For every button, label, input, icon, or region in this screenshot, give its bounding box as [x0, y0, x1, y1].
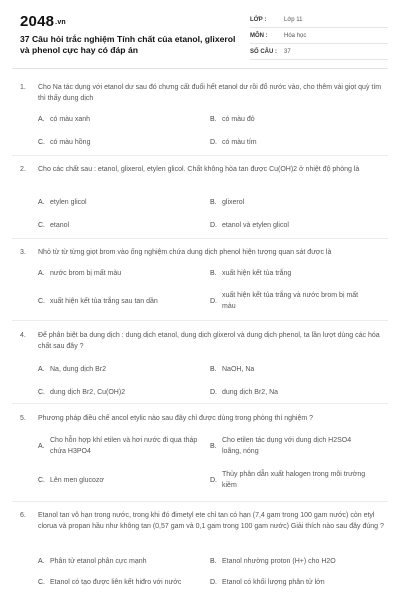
option-letter: D.	[210, 477, 217, 484]
option-letter: B.	[210, 443, 217, 450]
meta-row-grade	[250, 12, 388, 28]
option-letter: B.	[210, 366, 217, 373]
option-letter: B.	[210, 558, 217, 565]
option-letter: A.	[38, 199, 45, 206]
option-text: có màu xanh	[50, 116, 91, 123]
meta-key: MÔN :	[250, 32, 268, 39]
option-text: dung dịch Br2, Na	[222, 389, 279, 396]
option-text: xuất hiện kết tủa trắng	[222, 270, 292, 277]
meta-row-count	[250, 44, 388, 60]
option-text: Etanol nhường proton (H+) cho H2O	[222, 558, 336, 565]
question-number: 6.	[20, 512, 26, 519]
option-letter: A.	[38, 116, 45, 123]
question-number: 4.	[20, 332, 26, 339]
option-letter: C.	[38, 389, 45, 396]
site-logo[interactable]	[20, 13, 66, 30]
option-letter: A.	[38, 558, 45, 565]
question-number: 1.	[20, 84, 26, 91]
question-divider	[12, 320, 388, 321]
document-header	[0, 0, 400, 66]
question-number: 3.	[20, 249, 26, 256]
document-meta	[250, 12, 388, 60]
option-letter: D.	[210, 579, 217, 586]
question-6	[12, 510, 388, 598]
option-text: Cho etilen tác dụng với dung dịch H2SO4 loãng, nóng	[222, 437, 352, 455]
question-divider	[12, 155, 388, 156]
question-2	[12, 164, 388, 234]
meta-key: LỚP :	[250, 16, 267, 23]
option-text: có màu đỏ	[222, 116, 255, 123]
option-letter: C.	[38, 579, 45, 586]
option-letter: A.	[38, 366, 45, 373]
option-letter: C.	[38, 477, 45, 484]
question-5	[12, 413, 388, 498]
option-letter: A.	[38, 270, 45, 277]
question-3	[12, 247, 388, 317]
option-letter: D.	[210, 139, 217, 146]
option-letter: C.	[38, 139, 45, 146]
option-text: xuất hiện kết tủa trắng và nước brom bị mất màu	[222, 292, 359, 310]
question-body: Cho Na tác dụng với etanol dư sau đó chưng cất đuổi hết etanol dư rồi đổ nước vào, cho thêm vài giọt quỳ tím thì thấy dung dịch	[38, 84, 382, 102]
document-title: 37 Câu hỏi trắc nghiệm Tính chất của etanol, glixerol và phenol cực hay có đáp án	[20, 34, 236, 55]
option-letter: C.	[38, 298, 45, 305]
question-number: 5.	[20, 415, 26, 422]
option-text: Thủy phân dẫn xuất halogen trong môi trường kiềm	[222, 471, 366, 489]
option-text: etylen glicol	[50, 199, 87, 206]
option-letter: D.	[210, 222, 217, 229]
question-1	[12, 82, 388, 152]
option-letter: D.	[210, 389, 217, 396]
meta-key: SỐ CÂU :	[250, 48, 277, 55]
question-body: Nhỏ từ từ từng giọt brom vào ống nghiệm chứa dung dịch phenol hiện tượng quan sát được là	[38, 249, 332, 256]
meta-value: Hóa học	[284, 32, 307, 39]
question-divider	[12, 403, 388, 404]
question-number: 2.	[20, 166, 26, 173]
option-text: xuất hiện kết tủa trắng sau tan dần	[50, 298, 158, 305]
option-text: Etanol có khối lượng phân tử lớn	[222, 579, 325, 586]
meta-value: 37	[284, 48, 291, 55]
question-body: Phương pháp điều chế ancol etylic nào sau đây chỉ được dùng trong phòng thí nghiệm ?	[38, 415, 314, 422]
option-text: Lên men glucozơ	[50, 477, 105, 484]
option-letter: A.	[38, 443, 45, 450]
option-letter: B.	[210, 199, 217, 206]
option-text: dung dịch Br2, Cu(OH)2	[50, 389, 126, 396]
option-text: có màu hồng	[50, 139, 91, 146]
option-text: nước brom bị mất màu	[50, 270, 122, 277]
option-text: Phân tử etanol phân cực mạnh	[50, 558, 147, 565]
option-letter: C.	[38, 222, 45, 229]
question-4	[12, 330, 388, 400]
meta-row-subject	[250, 28, 388, 44]
logo-main-text: 2048	[20, 13, 55, 30]
option-text: Na, dung dịch Br2	[50, 366, 107, 373]
question-body: Etanol tan vô hạn trong nước, trong khi đó đimetyl ete chỉ tan có hạn (7,4 gam trong 100 gam nước) còn etyl clorua và propan hầu như không tan (0,57 gam và 0,1 gam trong 100 gam nước) Giải thích nào sau đây đúng ?	[38, 512, 384, 530]
logo-suffix-text: .vn	[55, 18, 66, 26]
question-divider	[12, 238, 388, 239]
option-text: etanol và etylen glicol	[222, 222, 289, 229]
meta-value: Lớp 11	[284, 16, 303, 23]
option-letter: B.	[210, 270, 217, 277]
question-divider	[12, 501, 388, 502]
option-text: etanol	[50, 222, 70, 229]
header-divider	[12, 68, 388, 69]
option-text: có màu tím	[222, 139, 257, 146]
question-body: Để phân biệt ba dung dịch : dung dịch etanol, dung dịch glixerol và dung dịch phenol, ta lần lượt dùng các hóa chất sau đây ?	[38, 332, 380, 350]
option-text: glixerol	[222, 199, 245, 206]
question-body: Cho các chất sau : etanol, glixerol, etylen glicol. Chất không hòa tan được Cu(OH)2 ở nhiệt độ phòng là	[38, 166, 360, 173]
option-text: NaOH, Na	[222, 366, 255, 373]
option-letter: D.	[210, 298, 217, 305]
option-text: Etanol có tạo được liên kết hiđro với nước	[50, 579, 182, 586]
option-letter: B.	[210, 116, 217, 123]
option-text: Cho hỗn hợp khí etilen và hơi nước đi qua tháp chứa H3PO4	[50, 437, 198, 455]
